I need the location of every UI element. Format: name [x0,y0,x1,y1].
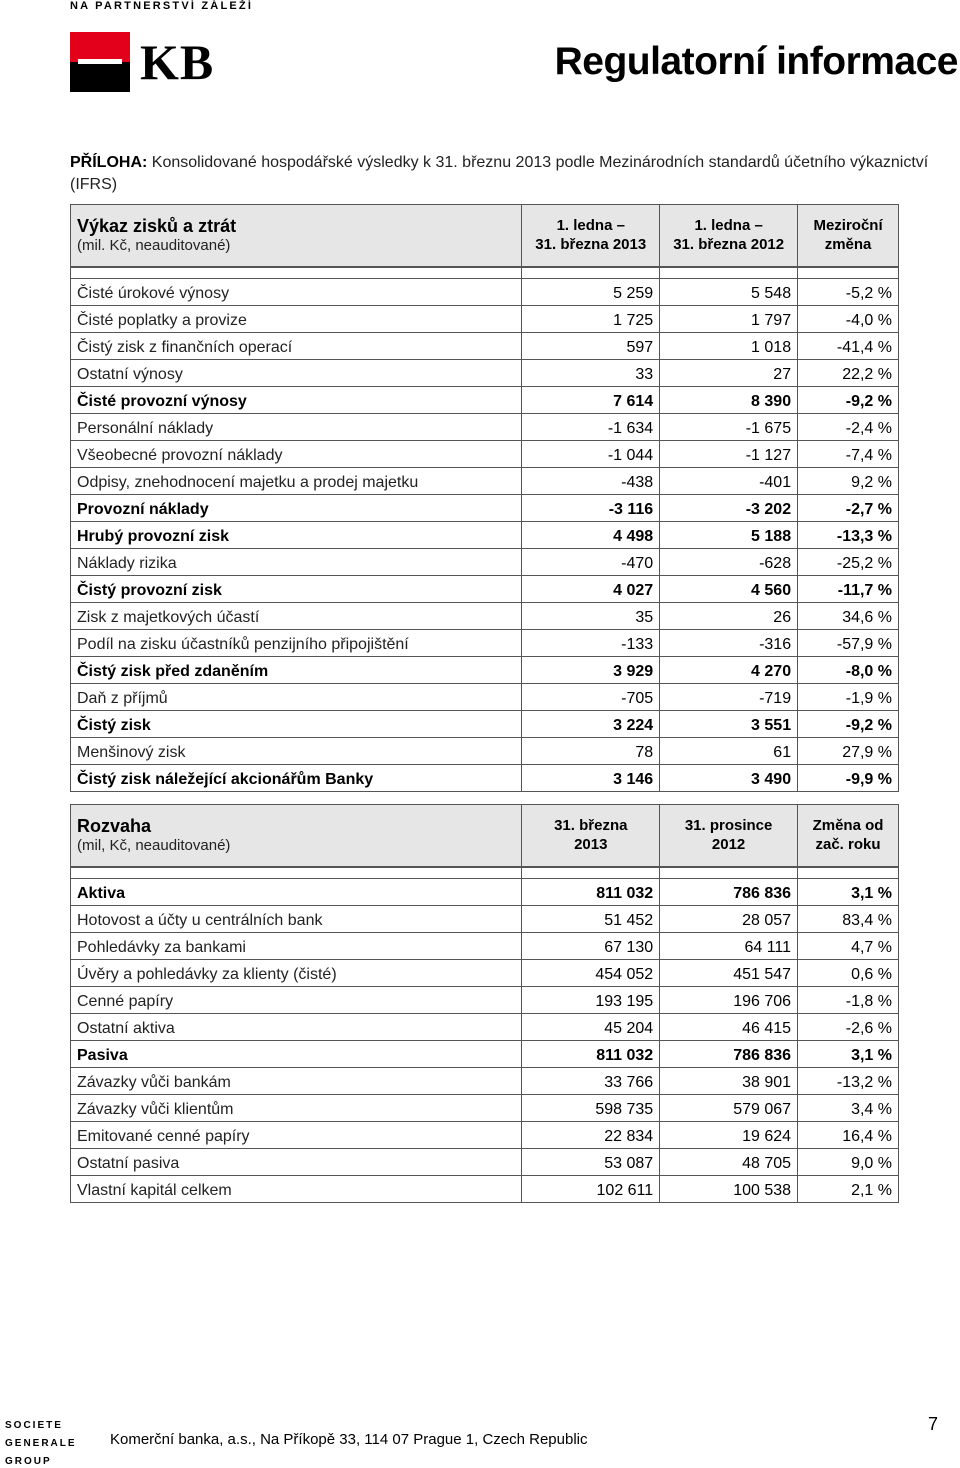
row-value-current: -1 044 [522,441,660,468]
income-statement-header [71,205,899,267]
table-row [71,1149,899,1176]
row-change: 2,1 % [798,1176,899,1203]
tagline: NA PARTNERSTVÍ ZÁLEŽÍ [70,0,254,12]
row-value-previous: 38 901 [660,1068,798,1095]
row-value-current: 5 259 [522,279,660,306]
row-change: -7,4 % [798,441,899,468]
income-col-2013-header [522,205,660,267]
row-label: Emitované cenné papíry [71,1122,522,1149]
row-value-current: 598 735 [522,1095,660,1122]
table-row [71,1041,899,1068]
row-label: Podíl na zisku účastníků penzijního připojištění [71,630,522,657]
row-label: Závazky vůči bankám [71,1068,522,1095]
income-statement-subtitle: (mil. Kč, neauditované) [77,237,231,255]
income-statement-title-cell [71,205,522,267]
balance-sheet-title: Rozvaha [77,816,152,837]
row-label: Hotovost a účty u centrálních bank [71,906,522,933]
table-row [71,306,899,333]
row-change: -13,2 % [798,1068,899,1095]
row-change: 3,1 % [798,879,899,906]
row-label: Cenné papíry [71,987,522,1014]
table-row [71,603,899,630]
row-value-previous: -316 [660,630,798,657]
table-row [71,684,899,711]
row-value-current: 811 032 [522,879,660,906]
row-value-previous: 19 624 [660,1122,798,1149]
row-value-current: 45 204 [522,1014,660,1041]
row-value-current: -1 634 [522,414,660,441]
balance-sheet-body [71,879,899,1203]
row-value-previous: -1 127 [660,441,798,468]
col-header-line: 31. března 2012 [673,236,785,254]
logo-text: KB [140,34,215,90]
col-header-line: Meziroční [813,217,883,235]
table-row [71,387,899,414]
kb-logo [70,32,242,92]
row-change: 0,6 % [798,960,899,987]
row-change: 83,4 % [798,906,899,933]
row-value-current: 22 834 [522,1122,660,1149]
balance-col-2012-header [660,805,798,867]
row-value-previous: 27 [660,360,798,387]
row-value-previous: 28 057 [660,906,798,933]
row-label: Závazky vůči klientům [71,1095,522,1122]
balance-col-2013-header [522,805,660,867]
col-header-line: 31. března 2013 [535,236,647,254]
col-header-line: 31. prosince [684,817,773,835]
row-label: Zisk z majetkových účastí [71,603,522,630]
row-value-current: 78 [522,738,660,765]
col-header-line: 2013 [574,836,608,854]
row-value-previous: 4 270 [660,657,798,684]
intro-paragraph [70,152,950,196]
row-change: 9,0 % [798,1149,899,1176]
table-row [71,1014,899,1041]
row-label: Čistý zisk z finančních operací [71,333,522,360]
row-value-current: 35 [522,603,660,630]
table-row [71,630,899,657]
row-value-current: 3 146 [522,765,660,792]
logo-black-block [70,62,130,92]
row-value-current: 33 [522,360,660,387]
row-value-current: 597 [522,333,660,360]
sg-line: SOCIETE [5,1420,63,1431]
col-header-line: 2012 [711,836,746,854]
row-value-previous: -3 202 [660,495,798,522]
row-change: 27,9 % [798,738,899,765]
row-label: Čisté provozní výnosy [71,387,522,414]
row-value-previous: 8 390 [660,387,798,414]
table-row [71,1095,899,1122]
row-label: Čisté poplatky a provize [71,306,522,333]
row-value-previous: 26 [660,603,798,630]
footer-address: Komerční banka, a.s., Na Příkopě 33, 114 07 Prague 1, Czech Republic [110,1431,588,1448]
row-label: Aktiva [71,879,522,906]
col-header-line: 1. ledna – [556,217,625,235]
row-change: -9,9 % [798,765,899,792]
table-row [71,960,899,987]
row-value-current: 67 130 [522,933,660,960]
page-number: 7 [927,1414,938,1434]
row-change: 16,4 % [798,1122,899,1149]
row-value-current: 7 614 [522,387,660,414]
table-row [71,987,899,1014]
row-label: Pohledávky za bankami [71,933,522,960]
row-value-previous: 196 706 [660,987,798,1014]
table-row [71,468,899,495]
balance-sheet-header [71,805,899,867]
table-row [71,1122,899,1149]
row-label: Čistý zisk [71,711,522,738]
table-spacer [71,867,899,879]
row-value-previous: 46 415 [660,1014,798,1041]
row-label: Provozní náklady [71,495,522,522]
row-value-previous: 1 797 [660,306,798,333]
table-row [71,333,899,360]
income-statement-table [70,204,899,792]
row-value-previous: 5 188 [660,522,798,549]
row-change: -2,4 % [798,414,899,441]
row-label: Personální náklady [71,414,522,441]
row-label: Úvěry a pohledávky za klienty (čisté) [71,960,522,987]
balance-sheet-title-cell [71,805,522,867]
row-value-current: 4 027 [522,576,660,603]
row-value-previous: 100 538 [660,1176,798,1203]
table-row [71,711,899,738]
row-value-current: 33 766 [522,1068,660,1095]
row-value-current: 811 032 [522,1041,660,1068]
row-label: Hrubý provozní zisk [71,522,522,549]
row-value-previous: 579 067 [660,1095,798,1122]
row-label: Čistý zisk před zdaněním [71,657,522,684]
income-statement-body [71,279,899,792]
row-value-current: 53 087 [522,1149,660,1176]
row-change: -13,3 % [798,522,899,549]
table-row [71,576,899,603]
logo-white-bar [78,59,122,64]
row-label: Ostatní výnosy [71,360,522,387]
row-label: Čisté úrokové výnosy [71,279,522,306]
row-label: Vlastní kapitál celkem [71,1176,522,1203]
row-value-current: -438 [522,468,660,495]
row-label: Ostatní aktiva [71,1014,522,1041]
row-label: Menšinový zisk [71,738,522,765]
row-value-previous: 4 560 [660,576,798,603]
row-change: -8,0 % [798,657,899,684]
row-value-previous: -1 675 [660,414,798,441]
row-change: 3,1 % [798,1041,899,1068]
row-change: 4,7 % [798,933,899,960]
income-col-2012-header [660,205,798,267]
row-change: -11,7 % [798,576,899,603]
row-change: -9,2 % [798,387,899,414]
row-change: -57,9 % [798,630,899,657]
row-value-current: 193 195 [522,987,660,1014]
row-change: -2,7 % [798,495,899,522]
row-value-previous: 786 836 [660,879,798,906]
balance-sheet-subtitle: (mil, Kč, neauditované) [77,837,231,855]
row-change: 3,4 % [798,1095,899,1122]
intro-text: Konsolidované hospodářské výsledky k 31. březnu 2013 podle Mezinárodních standardů účetního výkaznictví (IFRS) [70,154,929,193]
row-value-current: 1 725 [522,306,660,333]
row-value-previous: -719 [660,684,798,711]
row-label: Daň z příjmů [71,684,522,711]
table-row [71,657,899,684]
table-row [71,279,899,306]
row-value-previous: 61 [660,738,798,765]
row-value-current: 3 224 [522,711,660,738]
row-change: 34,6 % [798,603,899,630]
table-row [71,414,899,441]
row-value-previous: 3 490 [660,765,798,792]
row-label: Všeobecné provozní náklady [71,441,522,468]
table-row [71,738,899,765]
row-value-previous: -401 [660,468,798,495]
intro-label: PŘÍLOHA: [70,154,148,171]
row-value-current: 51 452 [522,906,660,933]
row-value-previous: 1 018 [660,333,798,360]
table-row [71,1068,899,1095]
table-row [71,360,899,387]
table-row [71,1176,899,1203]
row-value-previous: 5 548 [660,279,798,306]
row-value-previous: 3 551 [660,711,798,738]
sg-line: GROUP [5,1456,52,1467]
row-value-current: 3 929 [522,657,660,684]
table-row [71,933,899,960]
table-spacer [71,267,899,279]
row-change: -25,2 % [798,549,899,576]
row-label: Odpisy, znehodnocení majetku a prodej majetku [71,468,522,495]
sg-line: GENERALE [5,1438,77,1449]
row-value-previous: 451 547 [660,960,798,987]
row-label: Náklady rizika [71,549,522,576]
row-value-previous: 64 111 [660,933,798,960]
row-label: Pasiva [71,1041,522,1068]
row-change: -2,6 % [798,1014,899,1041]
col-header-line: 1. ledna – [694,217,763,235]
row-change: 22,2 % [798,360,899,387]
logo-red-block [70,32,130,62]
table-row [71,906,899,933]
row-change: -1,8 % [798,987,899,1014]
row-value-current: -3 116 [522,495,660,522]
societe-generale-logo [5,1417,77,1468]
income-statement-title: Výkaz zisků a ztrát [77,216,237,237]
col-header-line: Změna od [812,817,884,835]
row-value-current: 4 498 [522,522,660,549]
row-label: Ostatní pasiva [71,1149,522,1176]
row-value-current: 102 611 [522,1176,660,1203]
row-value-previous: 48 705 [660,1149,798,1176]
page-title: Regulatorní informace [554,40,958,83]
table-row [71,522,899,549]
col-header-line: změna [824,236,872,254]
balance-col-change-header [798,805,899,867]
row-value-current: 454 052 [522,960,660,987]
row-value-previous: -628 [660,549,798,576]
col-header-line: zač. roku [815,836,881,854]
row-change: -5,2 % [798,279,899,306]
balance-sheet-table [70,804,899,1203]
table-row [71,495,899,522]
row-change: 9,2 % [798,468,899,495]
row-value-current: -133 [522,630,660,657]
table-row [71,765,899,792]
row-change: -4,0 % [798,306,899,333]
row-value-current: -470 [522,549,660,576]
row-change: -9,2 % [798,711,899,738]
row-label: Čistý provozní zisk [71,576,522,603]
row-label: Čistý zisk náležející akcionářům Banky [71,765,522,792]
row-change: -1,9 % [798,684,899,711]
col-header-line: 31. března [554,817,628,835]
table-row [71,879,899,906]
row-value-current: -705 [522,684,660,711]
row-value-previous: 786 836 [660,1041,798,1068]
table-row [71,549,899,576]
table-row [71,441,899,468]
row-change: -41,4 % [798,333,899,360]
income-col-change-header [798,205,899,267]
